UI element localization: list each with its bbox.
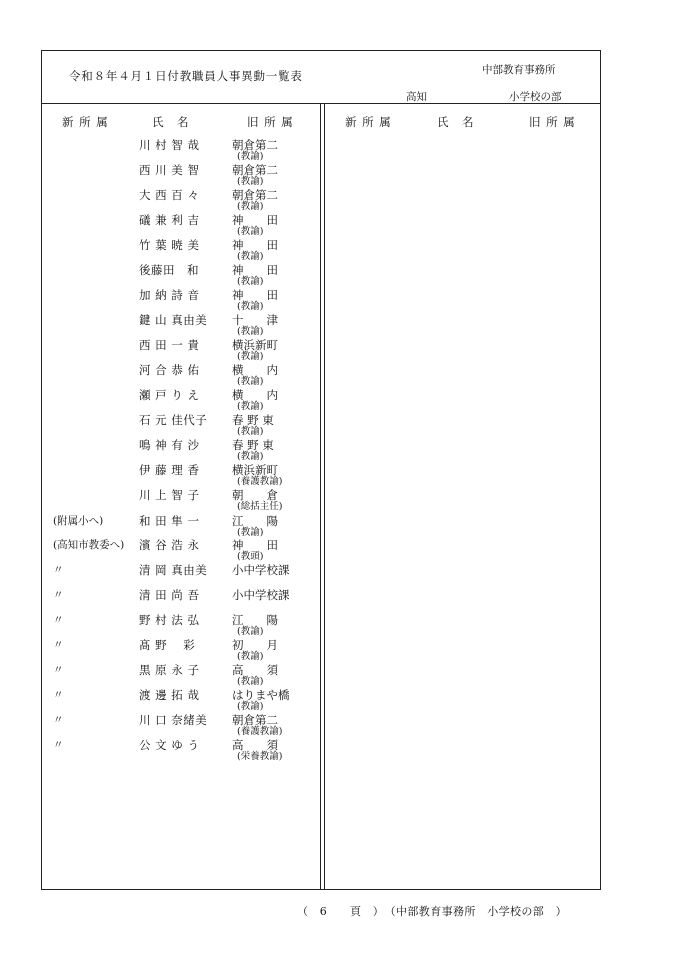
list-item (42, 285, 320, 312)
left-new-dept-header: 新 所 属 (62, 115, 109, 129)
list-item (42, 735, 320, 762)
role-cell: (教諭) (237, 701, 264, 712)
old-dept-cell: 神 田 (232, 538, 278, 552)
new-dept-cell: 〃 (53, 564, 64, 576)
staff-name: 清 田 尚 吾 (139, 588, 200, 602)
staff-name: 公 文 ゆ う (139, 738, 200, 752)
new-dept-cell: (附属小へ) (53, 515, 104, 527)
old-dept-cell: 横 内 (232, 388, 278, 402)
page-footer: （ 6 頁 ） （中部教育事務所 小学校の部 ） (297, 905, 567, 918)
staff-name: 和 田 隼 一 (139, 514, 200, 528)
list-item (42, 560, 320, 584)
old-dept-cell: 初 月 (232, 638, 278, 652)
role-cell: (教諭) (237, 176, 264, 187)
old-dept-cell: 朝倉第二 (232, 713, 278, 727)
role-cell: (教諭) (237, 201, 264, 212)
staff-name: 黒 原 永 子 (139, 663, 200, 677)
old-dept-cell: 小中学校課 (232, 588, 290, 602)
old-dept-cell: 朝 倉 (232, 488, 278, 502)
new-dept-cell: 〃 (53, 714, 64, 726)
staff-name: 瀬 戸 り え (139, 388, 200, 402)
new-dept-cell: 〃 (53, 589, 64, 601)
role-cell: (教諭) (237, 401, 264, 412)
list-item (42, 511, 320, 538)
staff-name: 濱 谷 浩 永 (139, 538, 200, 552)
role-cell: (教諭) (237, 151, 264, 162)
old-dept-cell: 横 内 (232, 363, 278, 377)
list-item (42, 210, 320, 237)
section-label: 小学校の部 (509, 91, 562, 103)
role-cell: (養護教諭) (237, 726, 283, 737)
staff-name: 大 西 百 々 (139, 188, 200, 202)
staff-name: 川 口 奈緒美 (139, 713, 208, 727)
old-dept-cell: 朝倉第二 (232, 188, 278, 202)
list-item (42, 385, 320, 412)
staff-name: 石 元 佳代子 (139, 413, 208, 427)
role-cell: (養護教諭) (237, 476, 283, 487)
staff-name: 渡 邊 拓 哉 (139, 688, 200, 702)
left-old-dept-header: 旧 所 属 (247, 115, 294, 129)
old-dept-cell: 神 田 (232, 238, 278, 252)
list-item (42, 635, 320, 662)
role-cell: (教諭) (237, 626, 264, 637)
staff-name: 西 田 一 貴 (139, 338, 200, 352)
staff-name: 鳴 神 有 沙 (139, 438, 200, 452)
list-item (42, 485, 320, 512)
role-cell: (教諭) (237, 426, 264, 437)
column-divider-left (320, 103, 321, 889)
list-item (42, 460, 320, 487)
role-cell: (教諭) (237, 676, 264, 687)
old-dept-cell: 横浜新町 (232, 338, 278, 352)
role-cell: (教諭) (237, 301, 264, 312)
old-dept-cell: 小中学校課 (232, 563, 290, 577)
list-item (42, 660, 320, 687)
old-dept-cell: 朝倉第二 (232, 163, 278, 177)
left-name-header: 氏 名 (152, 115, 190, 129)
column-divider-right (324, 103, 325, 889)
list-item (42, 335, 320, 362)
office-name: 中部教育事務所 (482, 64, 556, 76)
old-dept-cell: 神 田 (232, 288, 278, 302)
header-divider (42, 103, 600, 104)
role-cell: (教諭) (237, 226, 264, 237)
staff-name: 清 岡 真由美 (139, 563, 208, 577)
old-dept-cell: 江 陽 (232, 613, 278, 627)
right-old-dept-header: 旧 所 属 (529, 115, 576, 129)
list-item (42, 235, 320, 262)
role-cell: (教諭) (237, 651, 264, 662)
old-dept-cell: 春 野 東 (232, 438, 274, 452)
staff-name: 伊 藤 理 香 (139, 463, 200, 477)
list-item (42, 610, 320, 637)
list-item (42, 435, 320, 462)
old-dept-cell: 神 田 (232, 263, 278, 277)
staff-name: 河 合 恭 佑 (139, 363, 200, 377)
role-cell: (教諭) (237, 451, 264, 462)
roster-frame (41, 50, 601, 890)
old-dept-cell: 高 須 (232, 738, 278, 752)
role-cell: (教諭) (237, 376, 264, 387)
old-dept-cell: 高 須 (232, 663, 278, 677)
prefecture-label: 高知 (406, 91, 427, 103)
list-item (42, 585, 320, 609)
role-cell: (総括主任) (237, 501, 283, 512)
staff-name: 礒 兼 利 吉 (139, 213, 200, 227)
staff-name: 後藤田 和 (139, 263, 199, 277)
list-item (42, 310, 320, 337)
staff-name: 西 川 美 智 (139, 163, 200, 177)
list-item (42, 260, 320, 287)
old-dept-cell: はりまや橋 (232, 688, 290, 702)
new-dept-cell: 〃 (53, 664, 64, 676)
old-dept-cell: 横浜新町 (232, 463, 278, 477)
old-dept-cell: 朝倉第二 (232, 138, 278, 152)
new-dept-cell: 〃 (53, 689, 64, 701)
document-title: 令和８年４月１日付教職員人事異動一覧表 (69, 69, 303, 83)
staff-name: 川 上 智 子 (139, 488, 200, 502)
old-dept-cell: 神 田 (232, 213, 278, 227)
role-cell: (教頭) (237, 551, 264, 562)
list-item (42, 185, 320, 212)
new-dept-cell: 〃 (53, 739, 64, 751)
staff-name: 鍵 山 真由美 (139, 313, 208, 327)
old-dept-cell: 春 野 東 (232, 413, 274, 427)
list-item (42, 410, 320, 437)
role-cell: (教諭) (237, 527, 264, 538)
staff-name: 川 村 智 哉 (139, 138, 200, 152)
staff-name: 加 納 詩 音 (139, 288, 200, 302)
new-dept-cell: 〃 (53, 639, 64, 651)
right-new-dept-header: 新 所 属 (345, 115, 392, 129)
right-name-header: 氏 名 (437, 115, 475, 129)
list-item (42, 360, 320, 387)
list-item (42, 685, 320, 712)
staff-name: 髙 野 彩 (139, 638, 196, 652)
staff-name: 野 村 法 弘 (139, 613, 200, 627)
role-cell: (栄養教諭) (237, 751, 283, 762)
staff-name: 竹 葉 暁 美 (139, 238, 200, 252)
list-item (42, 160, 320, 187)
old-dept-cell: 十 津 (232, 313, 278, 327)
role-cell: (教諭) (237, 251, 264, 262)
role-cell: (教諭) (237, 351, 264, 362)
new-dept-cell: 〃 (53, 614, 64, 626)
list-item (42, 710, 320, 737)
list-item (42, 135, 320, 162)
role-cell: (教諭) (237, 276, 264, 287)
role-cell: (教諭) (237, 326, 264, 337)
old-dept-cell: 江 陽 (232, 514, 278, 528)
new-dept-cell: (高知市教委へ) (53, 539, 125, 551)
list-item (42, 535, 320, 562)
